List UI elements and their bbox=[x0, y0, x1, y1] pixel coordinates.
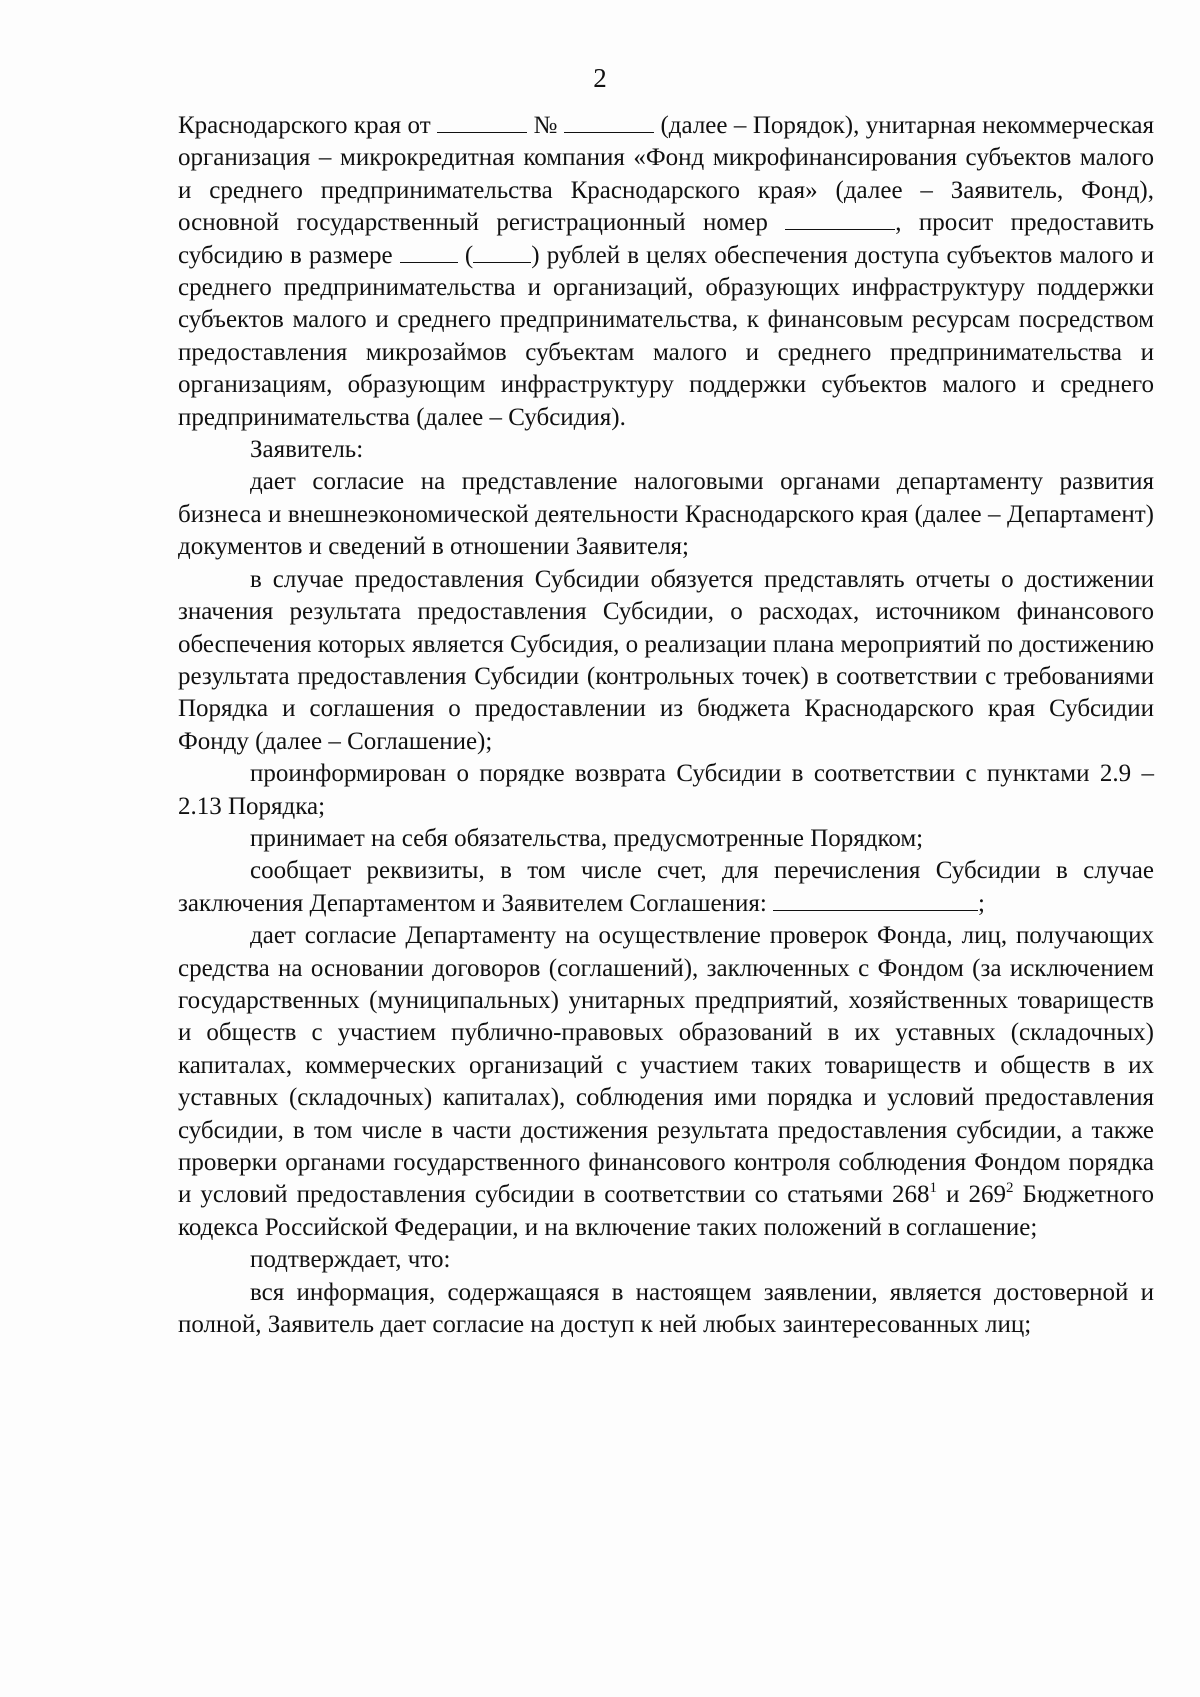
document-number-blank bbox=[564, 110, 654, 133]
paragraph-audit-consent bbox=[178, 920, 1154, 1244]
text-budget-code: Бюджетного кодекса Российской Федерации, и на включение таких положений в соглашение; bbox=[178, 1181, 1154, 1241]
page-number: 2 bbox=[593, 63, 607, 93]
date-blank bbox=[437, 110, 527, 133]
text-and-article: и 269 bbox=[937, 1181, 1006, 1209]
superscript-1: 1 bbox=[929, 1180, 938, 1197]
paragraph-reporting-obligation: в случае предоставления Субсидии обязуется представлять отчеты о достижении значения результата предоставления Субсидии, о расходах, источником финансового обеспечения которых является Субсидия, о реализации плана мероприятий по достижению результата предоставления Субсидии (контрольных точек) в соответствии с требованиями Порядка и соглашения о предоставлении из бюджета Краснодарского края Субсидии Фонду (далее – Соглашение); bbox=[178, 565, 1154, 755]
paragraph-applicant-label: Заявитель: bbox=[250, 436, 364, 464]
semicolon: ; bbox=[978, 889, 985, 917]
paragraph-refund-informed: проинформирован о порядке возврата Субсидии в соответствии с пунктами 2.9 – 2.13 Порядка; bbox=[178, 760, 1154, 820]
text-purpose: ) рублей в целях обеспечения доступа субъектов малого и среднего предпринимательства и организаций, образующих инфраструктуру поддержки субъектов малого и среднего предпринимательства, к финансовым ресурсам посредством предоставления микрозаймов субъектам малого и среднего предпринимательства и организациям, образующим инфраструктуру поддержки субъектов малого и среднего предпринимательства (далее – Субсидия). bbox=[178, 241, 1155, 431]
paren-open: ( bbox=[464, 241, 474, 269]
amount-words-blank bbox=[473, 240, 531, 263]
paragraph-applicant-intro bbox=[178, 110, 1154, 434]
text-request: , просит предоставить субсидию в размере bbox=[178, 209, 1154, 269]
paragraph-confirms: подтверждает, что: bbox=[250, 1246, 451, 1274]
paragraph-information-accuracy: вся информация, содержащаяся в настоящем заявлении, является достоверной и полной, Заявитель дает согласие на доступ к ней любых заинтересованных лиц; bbox=[178, 1278, 1154, 1339]
registration-number-blank bbox=[785, 207, 895, 230]
paragraph-tax-consent: дает согласие на представление налоговыми органами департаменту развития бизнеса и внешнеэкономической деятельности Краснодарского края (далее – Департамент) документов и сведений в отношении Заявителя; bbox=[178, 468, 1154, 561]
bank-details-blank bbox=[773, 888, 978, 911]
number-sign: № bbox=[533, 112, 558, 139]
document-body bbox=[178, 110, 1154, 1341]
superscript-2: 2 bbox=[1006, 1180, 1014, 1197]
amount-digits-blank bbox=[400, 240, 458, 263]
text-region: Краснодарского края от bbox=[178, 112, 431, 139]
text-fund-name: (далее – Порядок), унитарная некоммерческая организация – микрокредитная компания «Фонд микрофинансирования субъектов малого и среднего предпринимательства Краснодарского края» (далее – Заявитель, Фонд), основной государственный регистрационный номер bbox=[178, 112, 1155, 237]
paragraph-obligations: принимает на себя обязательства, предусмотренные Порядком; bbox=[250, 824, 924, 852]
text-audit: дает согласие Департаменту на осуществление проверок Фонда, лиц, получающих средства на основании договоров (соглашений), заключенных с Фондом (за исключением государственных (муниципальных) унитарных предприятий, хозяйственных товариществ и обществ с участием публично-правовых образований в их уставных (складочных) капиталах, коммерческих организаций с участием таких товариществ и обществ в их уставных (складочных) капиталах), соблюдения ими порядка и условий предоставления субсидии, в том числе в части достижения результата предоставления субсидии, а также проверки органами государственного финансового контроля соблюдения Фондом порядка и условий предоставления субсидии в соответствии со статьями 268 bbox=[178, 922, 1154, 1209]
text-bank-details: сообщает реквизиты, в том числе счет, для перечисления Субсидии в случае заключения Департаментом и Заявителем Соглашения: bbox=[178, 857, 1154, 917]
paragraph-bank-details bbox=[178, 855, 1154, 920]
